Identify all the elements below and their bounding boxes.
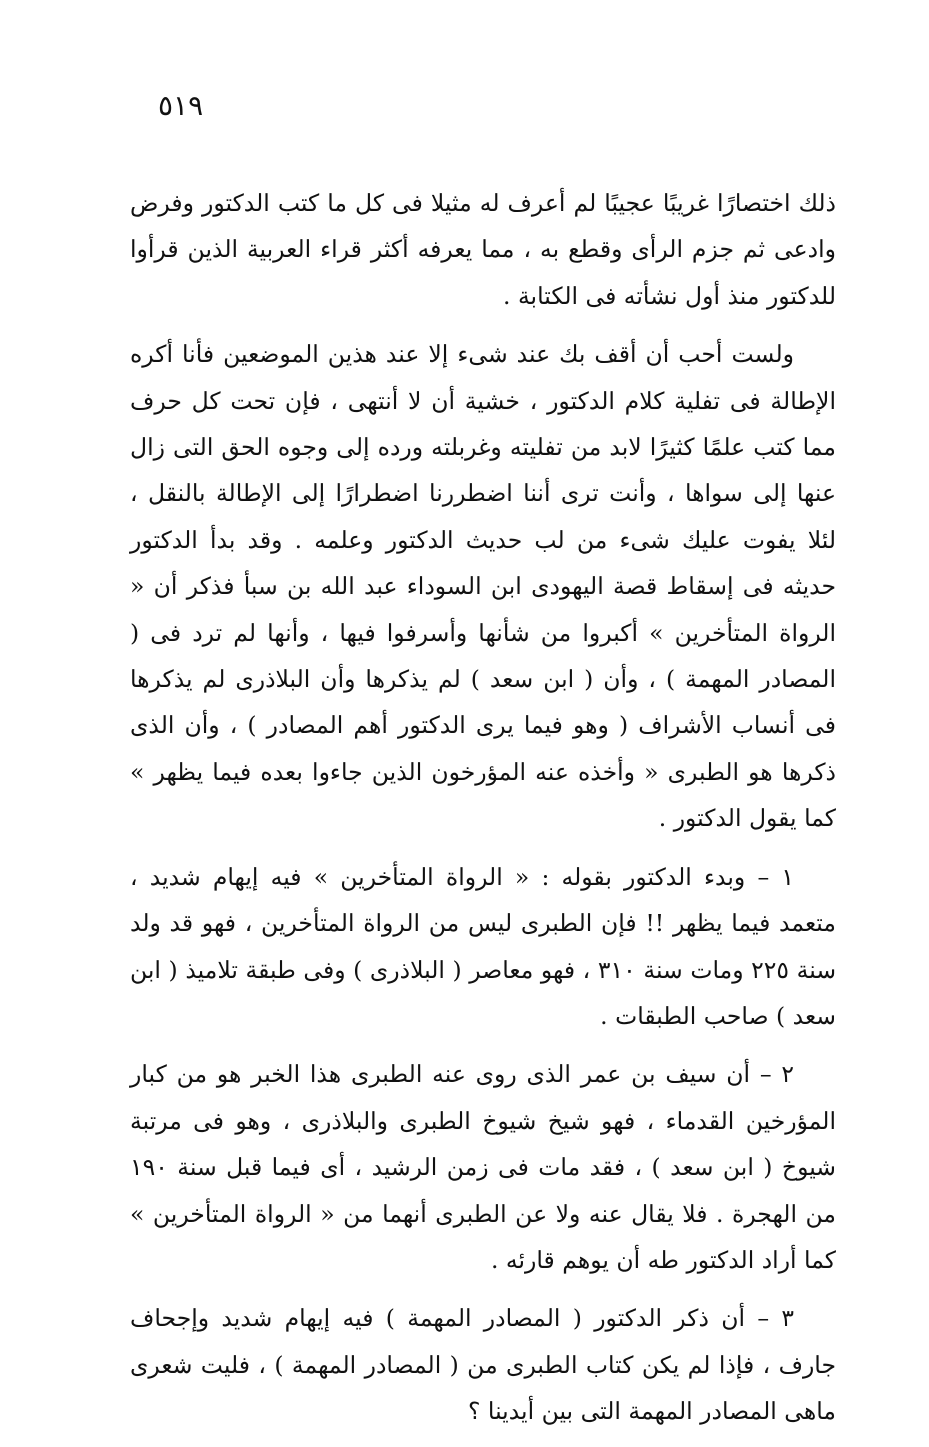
paragraph-point-3: ٣ – أن ذكر الدكتور ( المصادر المهمة ) فيه إيهام شديد وإجحاف جارف ، فإذا لم يكن كتاب الطبرى من ( المصادر المهمة ) ، فليت شعرى ماهى المصادر المهمة التى بين أيدينا ؟ [130,1304,836,1426]
page-number: ٥١٩ [158,89,204,122]
paragraph-intro-continuation: ذلك اختصارًا غريبًا عجيبًا لم أعرف له مثيلا فى كل ما كتب الدكتور وفرض وادعى ثم جزم الرأى وقطع به ، مما يعرفه أكثر قراء العربية الذين قرأوا للدكتور منذ أول نشأته فى الكتابة . [130,189,836,310]
paragraph-point-1: ١ – وبدء الدكتور بقوله : « الرواة المتأخرين » فيه إيهام شديد ، متعمد فيما يظهر !! فإن الطبرى ليس من الرواة المتأخرين ، فهو قد ولد سنة ٢٢٥ ومات سنة ٣١٠ ، فهو معاصر ( البلاذرى ) وفى طبقة تلاميذ ( ابن سعد ) صاحب الطبقات . [130,862,837,1030]
paragraph-main-argument: ولست أحب أن أقف بك عند شىء إلا عند هذين الموضعين فأنا أكره الإطالة فى تفلية كلام الدكتور ، خشية أن لا أنتهى ، فإن تحت كل حرف مما كتب علمًا كثيرًا لابد من تفليته وغربلته ورده إلى وجوه الحق التى زال عنها إلى سواها ، وأنت ترى أننا اضطررنا اضطرارًا إلى الإطالة بالنقل ، لئلا يفوت عليك شىء من لب حديث الدكتور وعلمه . وقد بدأ الدكتور حديثه فى إسقاط قصة اليهودى ابن السوداء عبد الله بن سبأ فذكر أن « الرواة المتأخرين » أكبروا من شأنها وأسرفوا فيها ، وأنها لم ترد فى ( المصادر المهمة ) ، وأن ( ابن سعد ) لم يذكرها وأن البلاذرى لم يذكرها فى أنساب الأشراف ( وهو فيما يرى الدكتور أهم المصادر ) ، وأن الذى ذكرها هو الطبرى « وأخذه عنه المؤرخون الذين جاءوا بعده فيما يظهر » كما يقول الدكتور . [130,340,836,833]
body-text [130,180,836,1447]
paragraph-point-2: ٢ – أن سيف بن عمر الذى روى عنه الطبرى هذا الخبر هو من كبار المؤرخين القدماء ، فهو شيخ شيوخ الطبرى والبلاذرى ، وهو فى مرتبة شيوخ ( ابن سعد ) ، فقد مات فى زمن الرشيد ، أى فيما قبل سنة ١٩٠ من الهجرة . فلا يقال عنه ولا عن الطبرى أنهما من « الرواة المتأخرين » كما أراد الدكتور طه أن يوهم قارئه . [130,1060,836,1274]
